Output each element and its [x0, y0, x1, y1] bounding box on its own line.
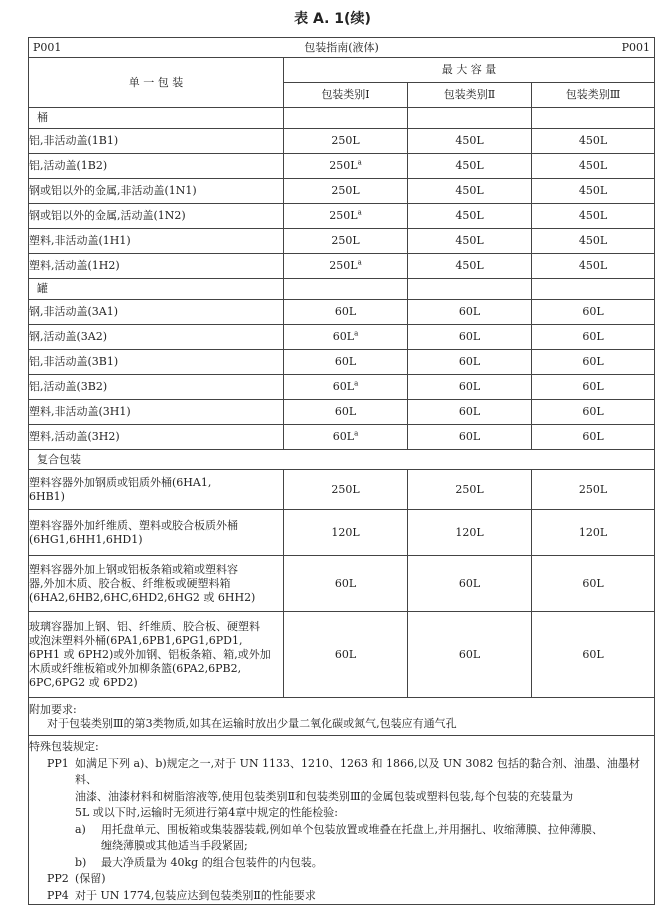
table-row: [29, 556, 655, 612]
section-composite: [29, 450, 655, 470]
row-label: 塑料,活动盖(1H2): [29, 254, 284, 279]
section-jerricans: [29, 279, 655, 300]
capacity-group-3: 60L: [532, 375, 655, 400]
capacity-group-1: $60L^a$: [284, 425, 408, 450]
capacity-group-3: 450L: [532, 229, 655, 254]
row-label: 钢,非活动盖(3A1): [29, 300, 284, 325]
packing-instruction-table: [28, 37, 655, 905]
capacity-group-3: 450L: [532, 204, 655, 229]
capacity-group-1: 120L: [284, 510, 408, 556]
group-1-header: 包装类别Ⅰ: [284, 83, 408, 108]
capacity-group-3: 60L: [532, 300, 655, 325]
table-row: [29, 425, 655, 450]
row-label: 塑料容器外加纤维质、塑料或胶合板质外桶 (6HG1,6HH1,6HD1): [29, 510, 284, 556]
capacity-group-3: 250L: [532, 470, 655, 510]
table-row: [29, 300, 655, 325]
row-label: 塑料容器外加钢质或铝质外桶(6HA1, 6HB1): [29, 470, 284, 510]
row-label: 塑料,非活动盖(1H1): [29, 229, 284, 254]
table-row: [29, 204, 655, 229]
table-title: 表 A. 1(续): [294, 11, 371, 27]
table-row: [29, 400, 655, 425]
additional-requirements-cell: [29, 698, 655, 736]
row-label: 铝,活动盖(3B2): [29, 375, 284, 400]
capacity-group-1: 60L: [284, 300, 408, 325]
row-label: 钢或铝以外的金属,非活动盖(1N1): [29, 179, 284, 204]
additional-text: 对于包装类别Ⅲ的第3类物质,如其在运输时放出少量二氧化碳或氮气,包装应有通气孔: [47, 716, 457, 730]
pp1-provision: [29, 756, 654, 822]
capacity-group-2: 60L: [408, 325, 532, 350]
capacity-group-3: 60L: [532, 556, 655, 612]
code-left: P001: [33, 40, 62, 54]
capacity-group-2: 450L: [408, 204, 532, 229]
group-2-header: 包装类别Ⅱ: [408, 83, 532, 108]
item-a-text: 用托盘单元、围板箱或集装器装载,例如单个包装放置或堆叠在托盘上,并用捆扎、收缩薄膜、拉伸薄膜、 缠绕薄膜或其他适当手段紧固;: [101, 822, 603, 852]
capacity-group-1: $60L^a$: [284, 375, 408, 400]
capacity-group-3: 60L: [532, 612, 655, 698]
capacity-group-1: 60L: [284, 400, 408, 425]
capacity-group-3: 450L: [532, 129, 655, 154]
row-label: 铝,非活动盖(3B1): [29, 350, 284, 375]
item-b-label: b): [75, 855, 87, 869]
capacity-group-1: $250L^a$: [284, 154, 408, 179]
pp4-code: PP4: [47, 888, 69, 902]
capacity-group-2: 250L: [408, 470, 532, 510]
capacity-group-2: 60L: [408, 612, 532, 698]
group-3-header: 包装类别Ⅲ: [532, 83, 655, 108]
capacity-group-2: 450L: [408, 229, 532, 254]
item-a: [29, 822, 654, 855]
capacity-group-2: 120L: [408, 510, 532, 556]
capacity-group-1: 250L: [284, 129, 408, 154]
table-row: [29, 254, 655, 279]
capacity-group-1: $250L^a$: [284, 204, 408, 229]
capacity-group-2: 450L: [408, 154, 532, 179]
capacity-group-2: 60L: [408, 350, 532, 375]
table-row: [29, 510, 655, 556]
row-label: 塑料,活动盖(3H2): [29, 425, 284, 450]
item-b: [29, 855, 654, 872]
capacity-group-3: 450L: [532, 179, 655, 204]
table-row: [29, 325, 655, 350]
row-label: 塑料容器外加上钢或铝板条箱或箱或塑料容 器,外加木质、胶合板、纤维板或硬塑料箱 (6HA2,6HB2,6HC,6HD2,6HG2 或 6HH2): [29, 556, 284, 612]
row-label: 铝,活动盖(1B2): [29, 154, 284, 179]
capacity-group-2: 450L: [408, 179, 532, 204]
capacity-group-1: 60L: [284, 350, 408, 375]
capacity-group-2: 450L: [408, 254, 532, 279]
capacity-group-2: 450L: [408, 129, 532, 154]
capacity-group-2: 60L: [408, 400, 532, 425]
row-label: 钢或铝以外的金属,活动盖(1N2): [29, 204, 284, 229]
pp2-provision: [29, 871, 654, 888]
table-row: [29, 612, 655, 698]
section-heading: 桶: [29, 108, 284, 129]
header-title: 包装指南(液体): [304, 40, 379, 54]
capacity-group-1: 60L: [284, 556, 408, 612]
table-row: [29, 470, 655, 510]
capacity-group-3: 120L: [532, 510, 655, 556]
capacity-group-3: 450L: [532, 254, 655, 279]
row-label: 钢,活动盖(3A2): [29, 325, 284, 350]
capacity-group-1: 250L: [284, 470, 408, 510]
special-provisions-cell: [29, 736, 655, 905]
item-b-text: 最大净质量为 40kg 的组合包装件的内包装。: [101, 855, 323, 869]
pp1-text: 如满足下列 a)、b)规定之一,对于 UN 1133、1210、1263 和 1866,以及 UN 3082 包括的黏合剂、油墨、油墨材料、 油漆、油漆材料和树脂溶液等,使用包装类别Ⅱ和包装类别Ⅲ的金属包装或塑料包装,每个包装的充装量为 5L 或以下时,运输时无须进行第4章中规定的性能检验:: [75, 756, 640, 819]
capacity-group-3: 60L: [532, 325, 655, 350]
capacity-group-2: 60L: [408, 375, 532, 400]
single-packaging-header: 单 一 包 装: [29, 58, 284, 108]
capacity-group-3: 60L: [532, 350, 655, 375]
section-heading: 罐: [29, 279, 284, 300]
table-row: [29, 229, 655, 254]
section-heading: 复合包装: [29, 450, 655, 470]
row-label: 铝,非活动盖(1B1): [29, 129, 284, 154]
capacity-group-1: $60L^a$: [284, 325, 408, 350]
pp4-provision: [29, 888, 654, 905]
pp2-code: PP2: [47, 872, 69, 885]
max-capacity-header: 最 大 容 量: [284, 58, 655, 83]
capacity-group-3: 60L: [532, 425, 655, 450]
table-row: [29, 179, 655, 204]
capacity-group-1: 250L: [284, 229, 408, 254]
row-label: 玻璃容器加上钢、铝、纤维质、胶合板、硬塑料 或泡沫塑料外桶(6PA1,6PB1,6PG1,6PD1, 6PH1 或 6PH2)或外加钢、铝板条箱、箱,或外加 木质或纤维板箱或外加柳条篮(6PA2,6PB2, 6PC,6PG2 或 6PD2): [29, 612, 284, 698]
table-row: [29, 350, 655, 375]
item-a-label: a): [75, 822, 86, 836]
section-drums: [29, 108, 655, 129]
pp2-text: (保留): [75, 872, 106, 885]
capacity-group-1: 250L: [284, 179, 408, 204]
capacity-group-2: 60L: [408, 556, 532, 612]
capacity-group-2: 60L: [408, 425, 532, 450]
instruction-header-row: [29, 38, 655, 58]
pp4-text: 对于 UN 1774,包装应达到包装类别Ⅱ的性能要求: [75, 888, 316, 902]
capacity-group-1: 60L: [284, 612, 408, 698]
special-heading: 特殊包装规定:: [29, 740, 99, 753]
special-provisions: [29, 736, 655, 905]
table-row: [29, 154, 655, 179]
capacity-group-3: 60L: [532, 400, 655, 425]
table-row: [29, 375, 655, 400]
capacity-group-1: $250L^a$: [284, 254, 408, 279]
capacity-group-3: 450L: [532, 154, 655, 179]
additional-heading: 附加要求:: [29, 702, 77, 716]
capacity-group-2: 60L: [408, 300, 532, 325]
pp1-code: PP1: [47, 756, 69, 770]
additional-requirements: [29, 698, 655, 736]
code-right: P001: [621, 40, 651, 54]
row-label: 塑料,非活动盖(3H1): [29, 400, 284, 425]
table-row: [29, 129, 655, 154]
